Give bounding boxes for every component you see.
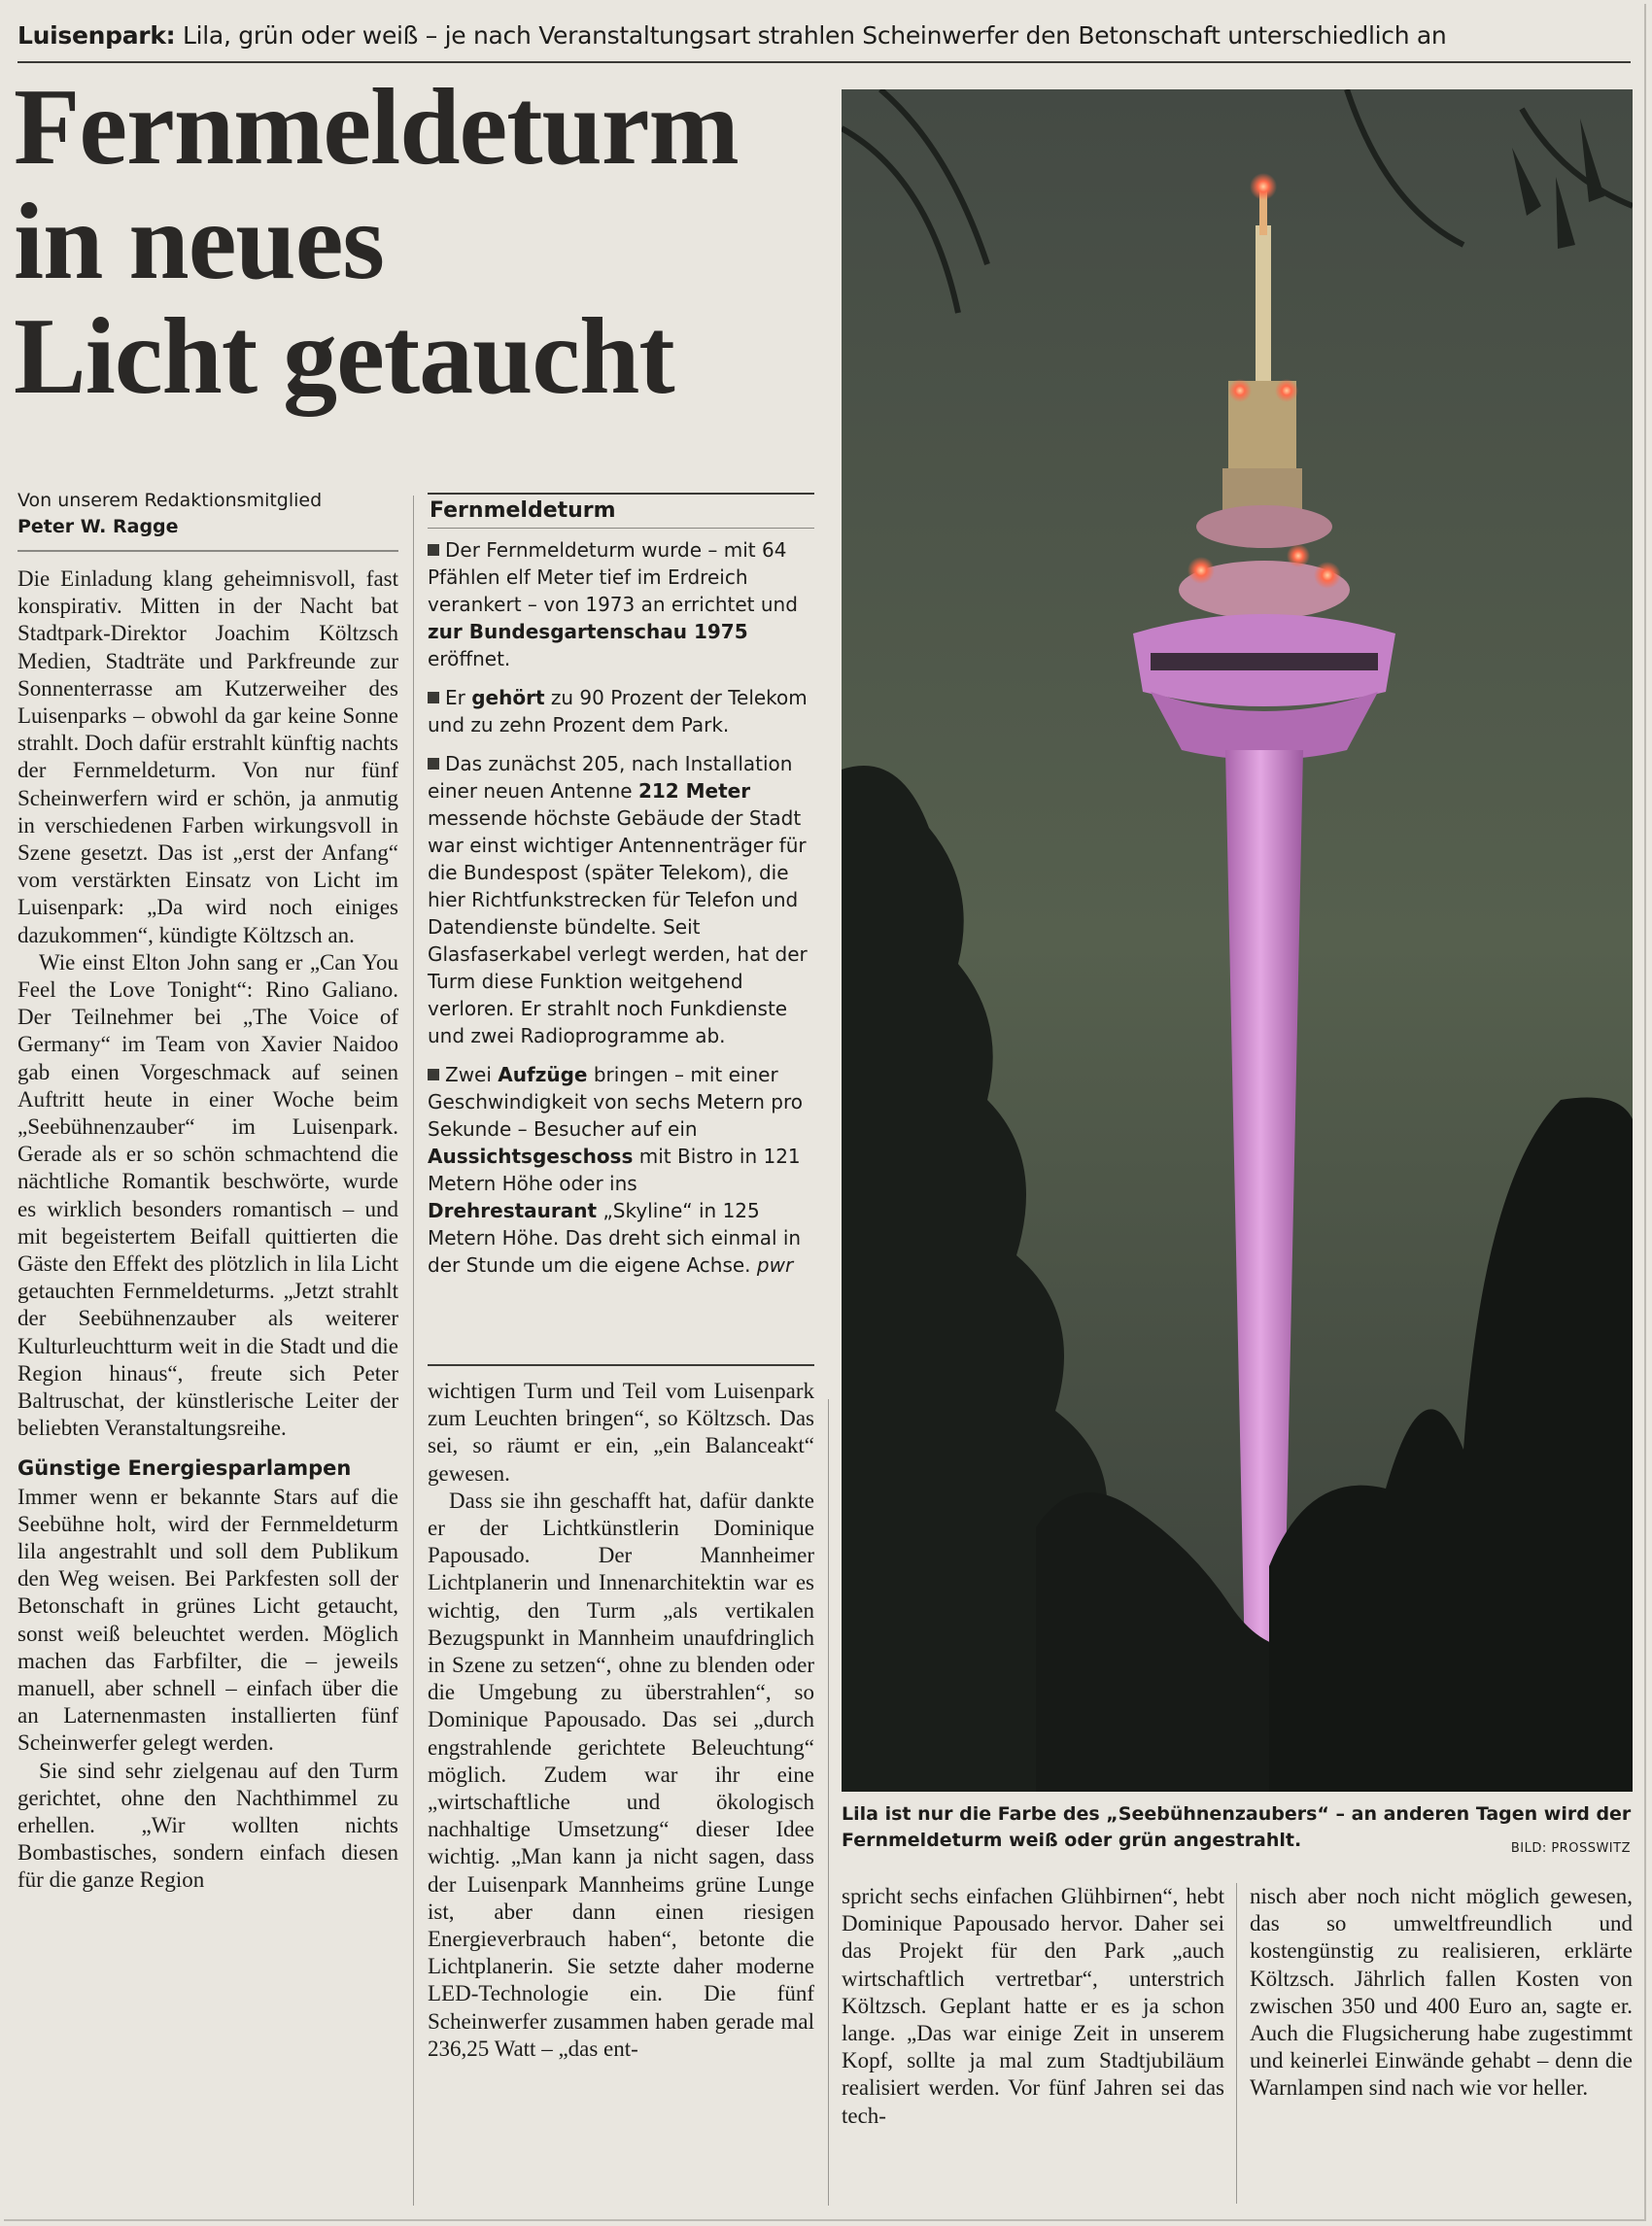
paragraph: Sie sind sehr zielgenau auf den Turm gerichtet, ohne den Nachthimmel zu erhellen. „Wir wollten nichts Bombastisches, sondern einfach diesen für die ganze Region (17, 1758, 398, 1893)
fact-item (428, 536, 814, 672)
paragraph: Immer wenn er bekannte Stars auf die Seebühne holt, wird der Fernmeldeturm lila angestrahlt und soll dem Publikum den Weg weisen. Bei Parkfesten soll der Betonschaft in grünes Licht getaucht, sonst weiß beleuchtet werden. Möglich machen das Farbfilter, die – jeweils manuell, aber schnell – einfach über die an Laternenmasten installierten fünf Scheinwerfer gelegt werden. (17, 1484, 398, 1756)
fact-highlight: zur Bundesgartenschau 1975 (428, 620, 748, 643)
subhead: Günstige Energiesparlampen (17, 1455, 352, 1480)
subheadline (17, 19, 1631, 52)
bullet-square-icon (428, 544, 439, 556)
warning-light (1314, 562, 1341, 589)
byline-rule (17, 550, 398, 552)
bullet-square-icon (428, 758, 439, 770)
fact-text: eröffnet. (428, 647, 511, 670)
fact-box (428, 493, 814, 1367)
paragraph: wichtigen Turm und Teil vom Luisenpark zum Leuchten bringen“, so Költzsch. Das sei, so räumt er ein, „ein Balanceakt“ gewesen. (428, 1379, 814, 1486)
tower-illustration (842, 89, 1633, 1792)
photo-caption: Lila ist nur die Farbe des „Seebühnenzaubers“ – an anderen Tagen wird der Fernmeldeturm weiß oder grün angestrahlt. (842, 1803, 1632, 1851)
bullet-square-icon (428, 692, 439, 703)
warning-light (1228, 379, 1252, 402)
column-divider (1236, 1883, 1237, 2204)
fact-item (428, 750, 814, 1049)
antenna (1256, 225, 1271, 381)
fact-text: zu 90 Prozent der Telekom und zu zehn Prozent dem Park. (428, 686, 808, 736)
warning-light (1250, 173, 1277, 200)
fact-highlight: gehört (471, 686, 545, 709)
top-rule (17, 61, 1631, 63)
author-signature: pwr (756, 1253, 794, 1277)
fact-text: messende höchste Gebäude der Stadt war einst wichtiger Antennenträger für die Bundespost (später Telekom), die hier Richtfunkstrecken für Telefon und Datendienste bündelte. Seit Glasfaserkabel verlegt werden, hat der Turm diese Funktion weitgehend verloren. Er strahlt noch Funkdienste und zwei Radioprogramme ab. (428, 806, 808, 1047)
paragraph: Wie einst Elton John sang er „Can You Feel the Love Tonight“: Rino Galiano. Der Teilnehmer bei „The Voice of Germany“ im Team von Xavier Naidoo gab einen Vorgeschmack auf seinen Auftritt heute in einer Woche beim „Seebühnenzauber“ im Luisenpark. Gerade als er so schön schmachtend die nächtliche Romantik beschwörte, wurde es wirklich besonders romantisch – und mit begeistertem Beifall quittierten die Gäste den Effekt des plötzlich in lila Licht getauchten Fernmeldeturms. „Jetzt strahlt der Seebühnenzauber als weiterer Kulturleuchtturm weit in die Stadt und die Region hinaus“, freute sich Peter Baltruschat, der künstlerische Leiter der beliebten Veranstaltungsreihe. (17, 949, 398, 1441)
fact-box-bottom-rule (428, 1364, 814, 1366)
kicker: Luisenpark: (17, 21, 176, 50)
bullet-square-icon (428, 1069, 439, 1080)
fact-box-title: Fernmeldeturm (430, 498, 616, 523)
article-column-4 (1250, 1883, 1633, 2103)
fact-text: mit Bistro in 121 Metern Höhe oder ins (428, 1145, 801, 1195)
article-column-1 (17, 565, 398, 1895)
warning-light (1287, 544, 1310, 567)
byline-author: Peter W. Ragge (17, 516, 179, 537)
tower-photo (842, 89, 1633, 1792)
headline-line: in neues (14, 182, 384, 302)
byline-prefix: Von unserem Redaktionsmitglied (17, 490, 323, 511)
fact-text: Er (445, 686, 472, 709)
fact-text: „Skyline“ in 125 Metern Höhe. Das dreht sich einmal in der Stunde um die eigene Achse. (428, 1199, 802, 1277)
headline-line: Fernmeldeturm (14, 67, 739, 188)
byline (17, 488, 398, 540)
subheadline-text: Lila, grün oder weiß – je nach Veranstaltungsart strahlen Scheinwerfer den Betonschaft unterschiedlich an (183, 21, 1447, 50)
fact-highlight: 212 Meter (637, 779, 751, 803)
warning-light (1187, 557, 1215, 584)
fact-highlight: Aussichtsgeschoss (428, 1145, 634, 1168)
headline (14, 67, 830, 417)
warning-light (1275, 379, 1298, 402)
deck-windows (1151, 653, 1378, 670)
headline-line: Licht getaucht (14, 296, 674, 417)
upper-ring (1196, 505, 1332, 548)
paragraph: Dass sie ihn geschafft hat, dafür dankte er der Lichtkünstlerin Dominique Papousado. Der Mannheimer Lichtplanerin und Innenarchitektin war es wichtig, den Turm „als vertikalen Bezugspunkt in Mannheim unaufdringlich in Szene zu setzen“, ohne zu blenden oder die Umgebung zu überstrahlen“, so Dominique Papousado. Das sei „durch engstrahlende gerichtete Beleuchtung“ möglich. Zudem war ihr eine „wirtschaftliche und ökologisch nachhaltige Umsetzung“ dieser Idee wichtig. „Man kann ja nicht sagen, dass der Luisenpark Mannheims grüne Lunge ist, aber dann einen riesigen Energieverbrauch haben“, betonte die Lichtplanerin. Sie setzte daher moderne LED-Technologie ein. Die fünf Scheinwerfer zusammen haben gerade mal 236,25 Watt – „das ent- (428, 1488, 814, 2061)
fact-text: Der Fernmeldeturm wurde – mit 64 Pfählen elf Meter tief im Erdreich verankert – von 1973 an errichtet und (428, 538, 798, 616)
fact-highlight: Drehrestaurant (428, 1199, 598, 1222)
photo-credit: BILD: PROSSWITZ (1510, 1841, 1631, 1856)
paragraph: spricht sechs einfachen Glühbirnen“, hebt Dominique Papousado hervor. Daher sei das Projekt für den Park „auch wirtschaftlich vertretbar“, unterstrich Költzsch. Geplant hatte er es ja schon lange. „Das war einige Zeit in unserem Kopf, sollte ja mal zum Stadtjubiläum realisiert werden. Vor fünf Jahren sei das tech- (842, 1884, 1224, 2128)
column-divider (828, 1399, 829, 2206)
fact-highlight: Aufzüge (498, 1063, 588, 1086)
article-column-2 (428, 1378, 814, 2063)
paragraph: nisch aber noch nicht möglich gewesen, das so umweltfreundlich und kostengünstig zu realisieren, erklärte Költzsch. Jährlich fallen Kosten von zwischen 350 und 400 Euro an, sagte er. Auch die Flugsicherung habe zugestimmt und keinerlei Einwände gehabt – denn die Warnlampen sind nach wie vor heller. (1250, 1884, 1633, 2101)
fact-item (428, 684, 814, 738)
paragraph: Die Einladung klang geheimnisvoll, fast konspirativ. Mitten in der Nacht bat Stadtpark-Direktor Joachim Költzsch Medien, Stadträte und Parkfreunde zur Sonnenterrasse am Kutzerweiher des Luisenparks – obwohl da gar keine Sonne strahlt. Doch dafür erstrahlt künftig nachts der Fernmeldeturm. Von nur fünf Scheinwerfern wird er schön, ja anmutig in verschiedenen Farben wirkungsvoll in Szene gesetzt. Das ist „erst der Anfang“ vom verstärkten Einsatz von Licht im Luisenpark: „Da wird noch einiges dazukommen“, kündigte Költzsch an. (17, 566, 398, 947)
fact-text: Das zunächst 205, nach Installation einer neuen Antenne (428, 752, 793, 803)
fact-item (428, 1061, 814, 1279)
article-column-3 (842, 1883, 1224, 2130)
fact-text: Zwei (445, 1063, 499, 1086)
fact-box-rule (428, 528, 814, 529)
column-divider (413, 496, 414, 2206)
fact-text: bringen – mit einer Geschwindigkeit von sechs Metern pro Sekunde – Besucher auf ein (428, 1063, 803, 1141)
